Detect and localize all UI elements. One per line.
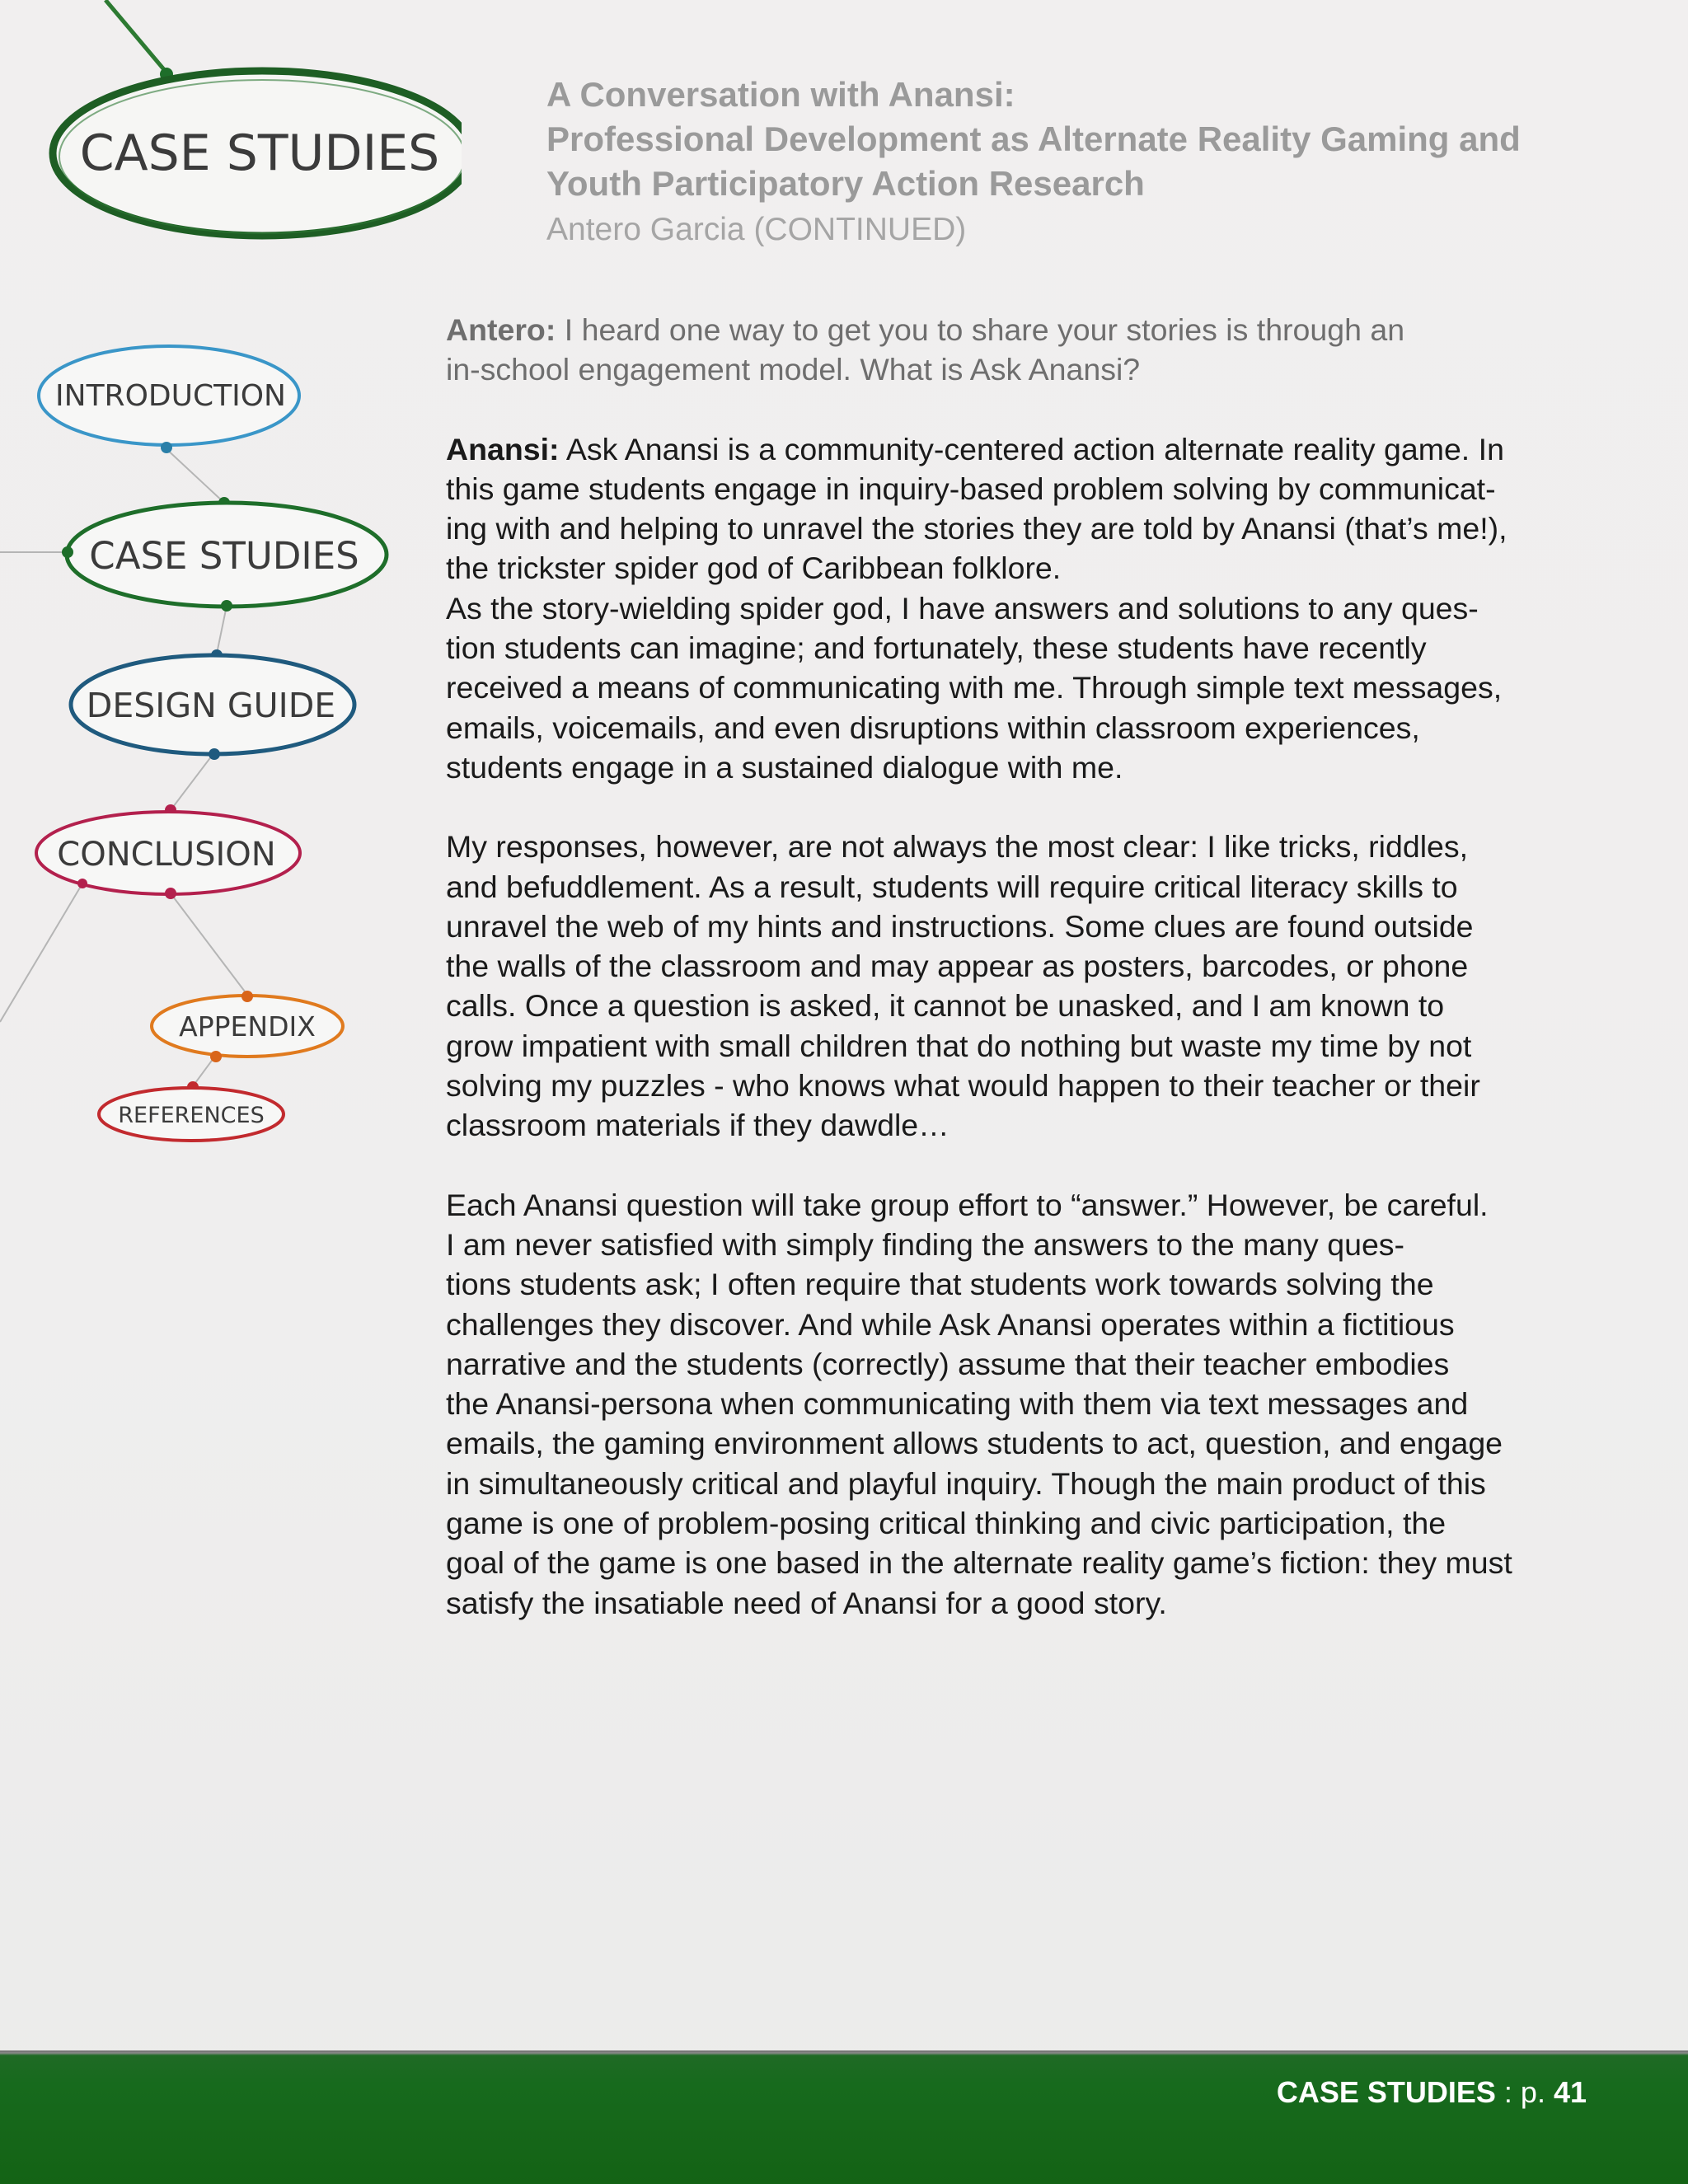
- footer-page-number: 41: [1553, 2075, 1587, 2109]
- paragraph-text: My responses, however, are not always the most clear: I like tricks, riddles, and befuddlement. As a result, students will require critical literacy skills to unravel the web of my hints and instructions. Some clues are found outside the walls of the classroom and may appear as posters, barcodes, or phone calls. Once a question is asked, it cannot be unasked, and I am known to grow impatient with small children that do nothing but waste my time by not solving my puzzles - who knows what would happen to their teacher or their classroom materials if they dawdle…: [446, 829, 1480, 1143]
- footer-section: CASE STUDIES: [1276, 2075, 1496, 2109]
- article-subtitle: Professional Development as Alternate Reality Gaming and Youth Participatory Action Research: [546, 120, 1521, 203]
- nav-item-introduction[interactable]: [39, 346, 299, 445]
- article-title: A Conversation with Anansi:: [546, 75, 1015, 114]
- nav-item-label: CASE STUDIES: [89, 534, 359, 578]
- section-nav-map: [0, 0, 462, 1170]
- nav-item-case-studies[interactable]: [67, 503, 387, 607]
- nav-item-references[interactable]: [99, 1088, 284, 1141]
- article-header: [546, 73, 1618, 252]
- case-studies-badge: [53, 71, 462, 236]
- page-footer: [0, 2050, 1688, 2184]
- paragraph-text: Each Anansi question will take group effort to “answer.” However, be careful. I am never satisfied with simply finding the answers to the many ques- tions students ask; I often require that students work towards solving the challenges they discover. And while Ask Anansi operates within a fictitious narrative and the students (correctly) assume that their teacher embodies the Anansi-persona when communicating with them via text messages and emails, the gaming environment allows students to act, question, and engage in simultaneously critical and playful inquiry. Though the main product of this game is one of problem-posing critical thinking and civic participation, the goal of the game is one based in the alternate reality game’s fiction: they must satisfy the insatiable need of Anansi for a good story.: [446, 1187, 1512, 1620]
- paragraph-antero: [446, 310, 1616, 390]
- paragraph-text: Ask Anansi is a community-centered action alternate reality game. In this game students engage in inquiry-based problem solving by communicat- ing with and helping to unravel the stories they are told by Anansi (that’s me!), the trickster spider god of Caribbean folklore. As the story-wielding spider god, I have answers and solutions to any ques- tion students can imagine; and fortunately, these students have recently received a means of communicating with me. Through simple text messages, emails, voicemails, and even disruptions within classroom experiences, students engage in a sustained dialogue with me.: [446, 431, 1507, 785]
- nav-item-label: INTRODUCTION: [55, 379, 286, 413]
- nav-item-label: REFERENCES: [118, 1103, 265, 1128]
- speaker-anansi: Anansi:: [446, 431, 560, 466]
- footer-separator: : p.: [1495, 2075, 1554, 2109]
- badge-label: CASE STUDIES: [79, 124, 440, 182]
- article-body: [446, 310, 1616, 1662]
- paragraph-questions: [446, 1185, 1616, 1623]
- nav-item-label: DESIGN GUIDE: [86, 686, 336, 725]
- nav-item-appendix[interactable]: [152, 996, 343, 1057]
- article-author: Antero Garcia (CONTINUED): [546, 212, 967, 247]
- paragraph-text: I heard one way to get you to share your stories is through an in-school engagement model. What is Ask Anansi?: [446, 312, 1405, 387]
- nav-item-conclusion[interactable]: [36, 812, 300, 894]
- nav-item-label: CONCLUSION: [57, 836, 276, 874]
- page-number-label: [1277, 2075, 1587, 2110]
- nav-item-label: APPENDIX: [179, 1010, 316, 1043]
- paragraph-responses: [446, 827, 1616, 1145]
- nav-item-design-guide[interactable]: [71, 655, 354, 754]
- paragraph-anansi: [446, 429, 1616, 788]
- speaker-antero: Antero:: [446, 312, 556, 347]
